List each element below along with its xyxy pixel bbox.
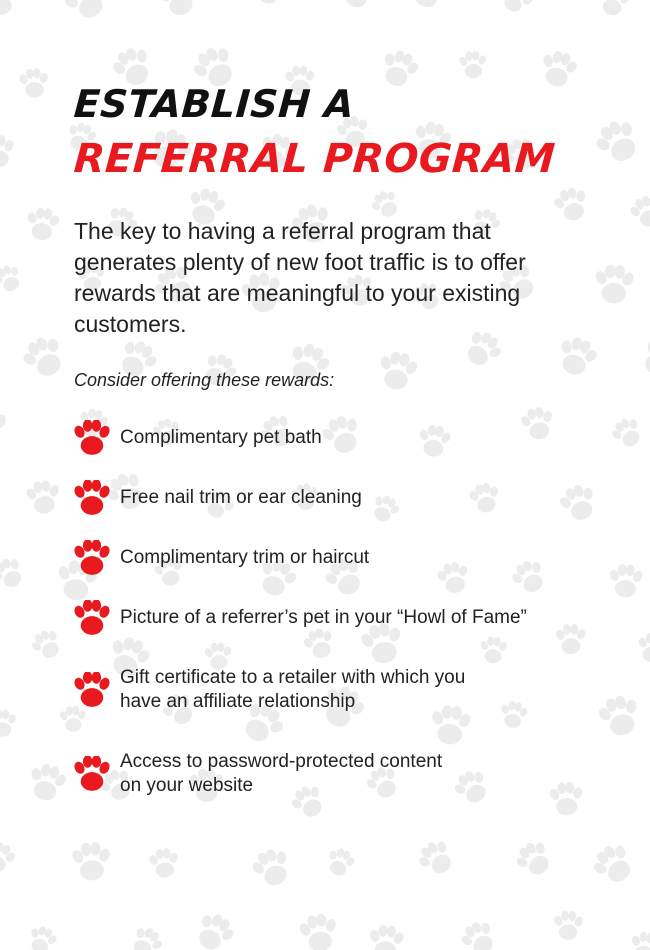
paw-print-icon [74, 420, 110, 456]
reward-item [74, 420, 594, 456]
reward-text: Complimentary trim or haircut [120, 547, 370, 568]
paw-print-icon [74, 756, 110, 792]
reward-text: Free nail trim or ear cleaning [120, 487, 362, 508]
reward-item [74, 666, 594, 714]
reward-text: Picture of a referrer’s pet in your “Howl of Fame” [120, 607, 527, 628]
heading-line-2: REFERRAL PROGRAM [72, 136, 557, 182]
paw-print-icon [74, 600, 110, 636]
reward-item [74, 480, 594, 516]
rewards-prompt: Consider offering these rewards: [74, 370, 335, 390]
reward-text: Gift certificate to a retailer with which you have an affiliate relationship [120, 667, 466, 712]
reward-text: Complimentary pet bath [120, 427, 322, 448]
heading-line-1: ESTABLISH A [72, 82, 356, 126]
reward-item [74, 540, 594, 576]
paw-print-icon [74, 672, 110, 708]
reward-item [74, 750, 594, 798]
paw-print-icon [74, 540, 110, 576]
reward-text: Access to password-protected content on your website [120, 751, 443, 796]
intro-paragraph: The key to having a referral program that generates plenty of new foot traffic is to offer rewards that are meaningful to your existing customers. [74, 218, 526, 337]
paw-print-icon [74, 480, 110, 516]
reward-item [74, 600, 594, 636]
